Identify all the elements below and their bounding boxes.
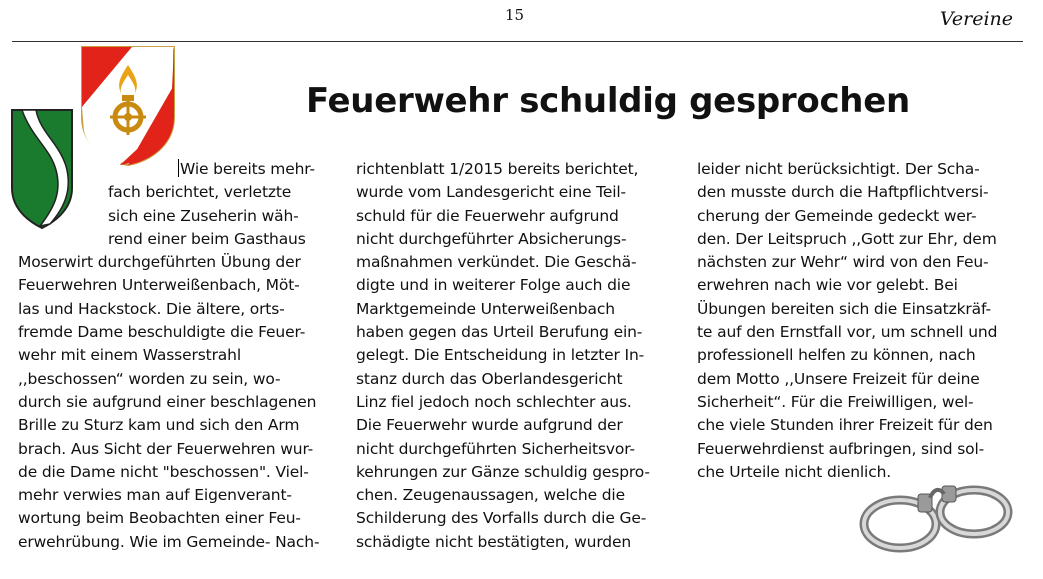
article-line: brach. Aus Sicht der Feuerwehren wur- — [18, 439, 314, 458]
article-line: che Urteile nicht dienlich. — [697, 462, 892, 481]
article-line: rend einer beim Gasthaus — [108, 229, 306, 248]
article-column-1 — [18, 158, 338, 554]
article-line: erwehren nach wie vor gelebt. Bei — [697, 276, 958, 295]
article-line: wortung beim Beobachten einer Feu- — [18, 509, 301, 528]
article-line: te auf den Ernstfall vor, um schnell und — [697, 323, 998, 342]
text-cursor — [178, 159, 179, 177]
article-line: gelegt. Die Entscheidung in letzter In- — [356, 346, 645, 365]
article-line: fach berichtet, verletzte — [108, 183, 292, 202]
article-line: Feuerwehrdienst aufbringen, sind sol- — [697, 439, 985, 458]
article-line: Linz fiel jedoch noch schlechter aus. — [356, 392, 632, 411]
article-line: Sicherheit“. Für die Freiwilligen, wel- — [697, 392, 974, 411]
article-line: mehr verwies man auf Eigenverant- — [18, 486, 292, 505]
article-column-2 — [356, 158, 676, 554]
section-name: Vereine — [939, 8, 1013, 30]
article-line: Die Feuerwehr wurde aufgrund der — [356, 416, 623, 435]
header-rule — [12, 41, 1023, 42]
article-line: de die Dame nicht "beschossen". Viel- — [18, 462, 309, 481]
article-title: Feuerwehr schuldig gesprochen — [306, 81, 910, 121]
article-line: nächsten zur Wehr“ wird von den Feu- — [697, 253, 989, 272]
article-line: las und Hackstock. Die ältere, orts- — [18, 299, 285, 318]
article-line: ,,beschossen“ worden zu sein, wo- — [18, 369, 281, 388]
article-line: Feuerwehren Unterweißenbach, Möt- — [18, 276, 300, 295]
article-line: maßnahmen verkündet. Die Geschä- — [356, 253, 637, 272]
article-line: Moserwirt durchgeführten Übung der — [18, 253, 301, 272]
article-line: schädigte nicht bestätigten, wurden — [356, 532, 632, 551]
article-line: chen. Zeugenaussagen, welche die — [356, 486, 625, 505]
article-line: nicht durchgeführten Sicherheitsvor- — [356, 439, 635, 458]
article-line: wehr mit einem Wasserstrahl — [18, 346, 241, 365]
article-line: stanz durch das Oberlandesgericht — [356, 369, 623, 388]
article-line: erwehrübung. Wie im Gemeinde- Nach- — [18, 532, 320, 551]
article-column-3 — [697, 158, 1027, 484]
article-line: durch sie aufgrund einer beschlagenen — [18, 392, 317, 411]
article-line: haben gegen das Urteil Berufung ein- — [356, 323, 643, 342]
page-number: 15 — [505, 6, 525, 24]
article-line: leider nicht berücksichtigt. Der Scha- — [697, 160, 980, 178]
article-line: Übungen bereiten sich die Einsatzkräf- — [697, 299, 991, 318]
article-line: den. Der Leitspruch ,,Gott zur Ehr, dem — [697, 229, 997, 248]
article-line: fremde Dame beschuldigte die Feuer- — [18, 323, 306, 342]
article-line: Marktgemeinde Unterweißenbach — [356, 299, 615, 318]
article-line: wurde vom Landesgericht eine Teil- — [356, 183, 627, 202]
article-line: nicht durchgeführter Absicherungs- — [356, 229, 627, 248]
fire-brigade-crest-icon — [80, 45, 176, 167]
article-line: Brille zu Sturz kam und sich den Arm — [18, 416, 300, 435]
article-line: cherung der Gemeinde gedeckt wer- — [697, 206, 977, 225]
article-line: che viele Stunden ihrer Freizeit für den — [697, 416, 993, 435]
article-line: richtenblatt 1/2015 bereits berichtet, — [356, 160, 639, 178]
article-line: Wie bereits mehr- — [180, 160, 315, 178]
article-line: professionell helfen zu können, nach — [697, 346, 976, 365]
article-line: Schilderung des Vorfalls durch die Ge- — [356, 509, 647, 528]
article-line: dem Motto ,,Unsere Freizeit für deine — [697, 369, 980, 388]
article-line: kehrungen zur Gänze schuldig gespro- — [356, 462, 650, 481]
article-line: digte und in weiterer Folge auch die — [356, 276, 631, 295]
handcuffs-icon — [858, 474, 1018, 554]
article-line: den musste durch die Haftpflichtversi- — [697, 183, 989, 202]
article-line: schuld für die Feuerwehr aufgrund — [356, 206, 619, 225]
article-line: sich eine Zuseherin wäh- — [108, 206, 299, 225]
